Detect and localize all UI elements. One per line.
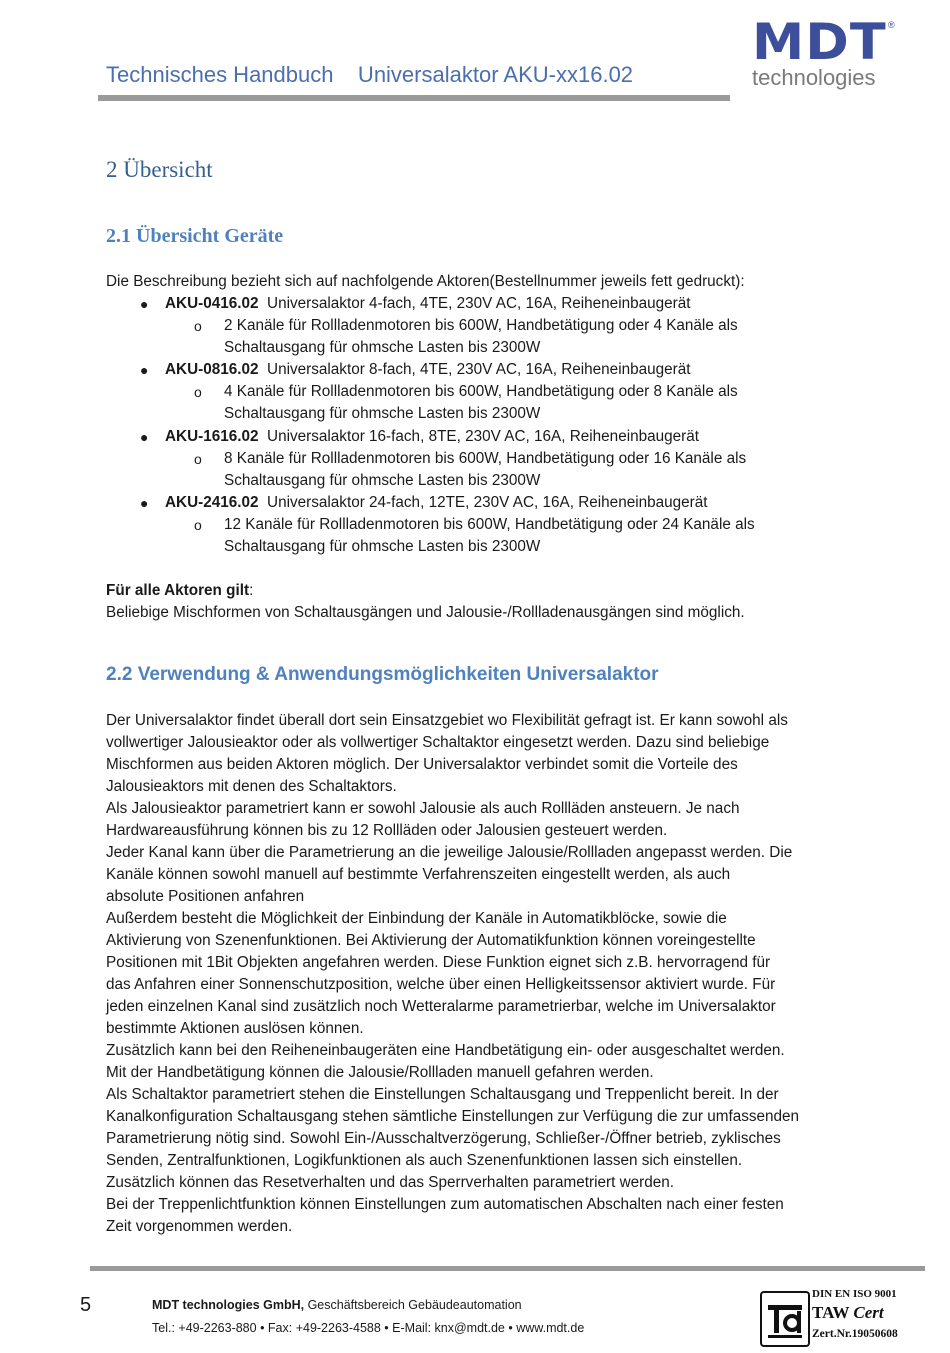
header-divider bbox=[98, 95, 730, 101]
sub-bullet-icon: o bbox=[194, 451, 202, 467]
logo-technologies-text: technologies bbox=[752, 65, 876, 90]
device-detail: 8 Kanäle für Rollladenmotoren bis 600W, Handbetätigung oder 16 Kanäle als bbox=[224, 450, 747, 467]
device-desc: Universalaktor 4-fach, 4TE, 230V AC, 16A, Reiheneinbaugerät bbox=[267, 295, 691, 312]
bullet-icon: ● bbox=[140, 296, 149, 312]
paragraph-line: Mit der Handbetätigung können die Jalousie/Rollladen manuell gefahren werden. bbox=[106, 1064, 654, 1081]
all-actuators-label bbox=[106, 580, 253, 602]
footer-divider bbox=[90, 1266, 925, 1271]
paragraph-line: vollwertiger Jalousieaktor oder als vollwertiger Schaltaktor eingesetzt werden. Dazu sind beliebige bbox=[106, 734, 770, 751]
paragraph-line: das Anfahren einer Sonnenschutzposition, welche über einen Helligkeitssensor aktiviert wurde. Für bbox=[106, 976, 776, 993]
section-heading: 2 Übersicht bbox=[106, 157, 213, 182]
paragraph-line: Zusätzlich kann bei den Reiheneinbaugeräten eine Handbetätigung ein- oder ausgeschaltet werden. bbox=[106, 1042, 785, 1059]
device-detail: Schaltausgang für ohmsche Lasten bis 2300W bbox=[224, 472, 541, 489]
device-item bbox=[165, 359, 691, 381]
paragraph-line: Zeit vorgenommen werden. bbox=[106, 1218, 293, 1235]
bullet-icon: ● bbox=[140, 362, 149, 378]
paragraph-line: bestimmte Aktionen auslösen können. bbox=[106, 1020, 364, 1037]
devices-intro: Die Beschreibung bezieht sich auf nachfolgende Aktoren(Bestellnummer jeweils fett gedruckt): bbox=[106, 273, 745, 290]
device-desc: Universalaktor 8-fach, 4TE, 230V AC, 16A, Reiheneinbaugerät bbox=[267, 361, 691, 378]
paragraph-line: Jalousieaktors mit denen des Schaltaktors. bbox=[106, 778, 397, 795]
paragraph-line: jeden einzelnen Kanal sind zusätzlich noch Wetteralarme parametrierbar, welche im Universalaktor bbox=[106, 998, 776, 1015]
device-item bbox=[165, 293, 691, 315]
paragraph-line: Parametrierung nötig sind. Sowohl Ein-/Ausschaltverzögerung, Schließer-/Öffner betrieb, zyklisches bbox=[106, 1130, 781, 1147]
device-detail: 2 Kanäle für Rollladenmotoren bis 600W, Handbetätigung oder 4 Kanäle als bbox=[224, 317, 738, 334]
all-actuators-text: Beliebige Mischformen von Schaltausgängen und Jalousie-/Rollladenausgängen sind möglich. bbox=[106, 604, 745, 621]
paragraph-line: Zusätzlich können das Resetverhalten und das Sperrverhalten parametriert werden. bbox=[106, 1174, 674, 1191]
footer-company bbox=[152, 1298, 522, 1312]
paragraph-line: Aktivierung von Szenenfunktionen. Bei Aktivierung der Automatikfunktion können voreingestellte bbox=[106, 932, 756, 949]
mdt-logo bbox=[752, 13, 902, 92]
paragraph-line: Mischformen aus beiden Aktoren möglich. Der Universalaktor verbindet somit die Vorteile des bbox=[106, 756, 738, 773]
sub-bullet-icon: o bbox=[194, 384, 202, 400]
document-header-title: Technisches Handbuch Universalaktor AKU-xx16.02 bbox=[106, 62, 634, 87]
taw-logo-icon bbox=[760, 1291, 810, 1347]
paragraph-line: Der Universalaktor findet überall dort sein Einsatzgebiet wo Flexibilität gefragt ist. Er kann sowohl als bbox=[106, 712, 788, 729]
subsection-heading-geraete: 2.1 Übersicht Geräte bbox=[106, 225, 284, 247]
paragraph-line: Bei der Treppenlichtfunktion können Einstellungen zum automatischen Abschalten nach einer festen bbox=[106, 1196, 784, 1213]
cert-cert: Cert bbox=[853, 1303, 884, 1322]
sub-bullet-icon: o bbox=[194, 517, 202, 533]
device-item bbox=[165, 426, 699, 448]
paragraph-line: Kanalkonfiguration Schaltausgang stehen sämtliche Einstellungen zur Verfügung die zur umfassenden bbox=[106, 1108, 800, 1125]
device-code: AKU-0416.02 bbox=[165, 295, 259, 312]
device-detail: Schaltausgang für ohmsche Lasten bis 2300W bbox=[224, 405, 541, 422]
paragraph-line: Kanäle können sowohl manuell auf bestimmte Verfahrenszeiten eingestellt werden, als auch bbox=[106, 866, 731, 883]
device-detail: 12 Kanäle für Rollladenmotoren bis 600W, Handbetätigung oder 24 Kanäle als bbox=[224, 516, 755, 533]
paragraph-line: Außerdem besteht die Möglichkeit der Einbindung der Kanäle in Automatikblöcke, sowie die bbox=[106, 910, 727, 927]
paragraph-line: Als Jalousieaktor parametriert kann er sowohl Jalousie als auch Rollläden ansteuern. Je nach bbox=[106, 800, 740, 817]
bullet-icon: ● bbox=[140, 495, 149, 511]
device-detail: Schaltausgang für ohmsche Lasten bis 2300W bbox=[224, 339, 541, 356]
device-item bbox=[165, 492, 708, 514]
logo-mdt-text: MDT bbox=[752, 13, 887, 71]
device-desc: Universalaktor 16-fach, 8TE, 230V AC, 16A, Reiheneinbaugerät bbox=[267, 428, 699, 445]
device-code: AKU-1616.02 bbox=[165, 428, 259, 445]
paragraph-line: Jeder Kanal kann über die Parametrierung an die jeweilige Jalousie/Rollladen angepasst werden. Die bbox=[106, 844, 793, 861]
all-actuators-colon: : bbox=[249, 582, 254, 599]
footer-company-name: MDT technologies GmbH, bbox=[152, 1298, 305, 1312]
device-code: AKU-2416.02 bbox=[165, 494, 259, 511]
device-detail: 4 Kanäle für Rollladenmotoren bis 600W, Handbetätigung oder 8 Kanäle als bbox=[224, 383, 738, 400]
paragraph-line: Senden, Zentralfunktionen, Logikfunktionen als auch Szenenfunktionen lassen sich einstellen. bbox=[106, 1152, 743, 1169]
cert-iso-line: DIN EN ISO 9001 bbox=[812, 1288, 897, 1300]
page-number: 5 bbox=[80, 1294, 92, 1316]
cert-number-line: Zert.Nr.19050608 bbox=[812, 1328, 898, 1340]
all-actuators-label-bold: Für alle Aktoren gilt bbox=[106, 582, 250, 599]
paragraph-line: Hardwareausführung können bis zu 12 Rollläden oder Jalousien gesteuert werden. bbox=[106, 822, 668, 839]
subsection-heading-verwendung: 2.2 Verwendung & Anwendungsmöglichkeiten Universalaktor bbox=[106, 664, 659, 685]
sub-bullet-icon: o bbox=[194, 318, 202, 334]
device-detail: Schaltausgang für ohmsche Lasten bis 2300W bbox=[224, 538, 541, 555]
iso-certificate-badge bbox=[760, 1288, 920, 1346]
footer-contact: Tel.: +49-2263-880 • Fax: +49-2263-4588 • E-Mail: knx@mdt.de • www.mdt.de bbox=[152, 1321, 585, 1335]
footer-company-division: Geschäftsbereich Gebäudeautomation bbox=[304, 1298, 522, 1312]
device-code: AKU-0816.02 bbox=[165, 361, 259, 378]
cert-taw-line bbox=[812, 1303, 884, 1323]
paragraph-line: absolute Positionen anfahren bbox=[106, 888, 305, 905]
device-desc: Universalaktor 24-fach, 12TE, 230V AC, 16A, Reiheneinbaugerät bbox=[267, 494, 708, 511]
paragraph-line: Als Schaltaktor parametriert stehen die Einstellungen Schaltausgang und Treppenlicht bereit. In der bbox=[106, 1086, 779, 1103]
bullet-icon: ● bbox=[140, 429, 149, 445]
cert-taw: TAW bbox=[812, 1303, 854, 1322]
logo-registered-mark: ® bbox=[888, 20, 895, 30]
paragraph-line: Positionen mit 1Bit Objekten angefahren werden. Diese Funktion eignet sich z.B. hervorragend für bbox=[106, 954, 771, 971]
